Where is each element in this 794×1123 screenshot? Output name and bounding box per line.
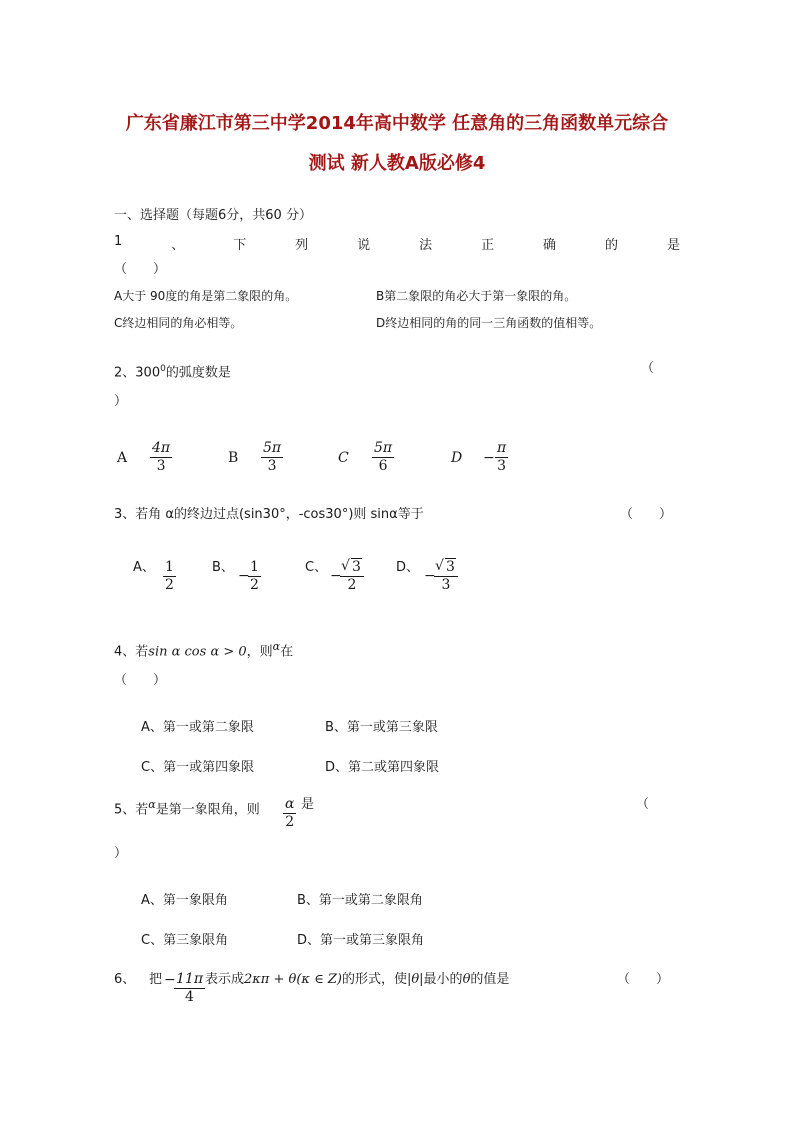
q2-option-a-num: 4π <box>152 440 171 456</box>
q2-paren-open: （ <box>641 361 655 376</box>
q1-option-d: D终边相同的角的同一三角函数的值相等。 <box>376 316 602 330</box>
q3-option-a-fraction <box>163 559 176 594</box>
q2-label-c: C <box>338 450 349 466</box>
q1-stem <box>114 234 680 253</box>
q3-label-d: D、 <box>396 560 420 575</box>
q6-theta: θ <box>462 972 471 987</box>
q1-option-c: C终边相同的角必相等。 <box>114 316 243 330</box>
q3-option-d-num-wrap <box>434 559 458 576</box>
q2-label-d: D <box>451 450 463 466</box>
q5-stem-post: 是 <box>301 797 315 812</box>
q5-option-a: A、第一象限角 <box>141 893 228 908</box>
q1-answer-paren: （ ） <box>114 262 167 277</box>
q2-stem-pre: 2、300 <box>114 365 161 381</box>
q5-option-d: D、第一或第三象限角 <box>297 933 425 948</box>
q3-option-b-den: 2 <box>250 577 259 593</box>
q5-alpha: α <box>148 798 156 811</box>
q6-number: 6、 <box>114 972 136 987</box>
q1-stem-char: 1 <box>114 234 123 249</box>
q6-frac-num: 11π <box>176 971 204 987</box>
q3-answer-paren: （ ） <box>620 507 673 522</box>
q1-stem-char: 法 <box>419 238 433 253</box>
q4-option-a: A、第一或第二象限 <box>141 720 254 735</box>
q4-option-b: B、第一或第三象限 <box>325 720 438 735</box>
q1-stem-char: 说 <box>357 238 371 253</box>
sqrt-symbol <box>436 559 456 576</box>
q5-option-c: C、第三象限角 <box>141 933 229 948</box>
q5-paren-open: （ <box>636 797 650 812</box>
q4-option-c: C、第一或第四象限 <box>141 760 255 775</box>
q3-label-b: B、 <box>212 560 234 575</box>
q5-frac-den: 2 <box>285 814 295 830</box>
q6-mid3: 最小的 <box>423 972 463 987</box>
q1-option-b: B第二象限的角必大于第一象限的角。 <box>376 289 577 303</box>
q1-stem-char: 的 <box>605 238 619 253</box>
document-title-line2: 测试 新人教A版必修4 <box>308 153 486 174</box>
q2-option-b-num: 5π <box>263 440 282 456</box>
q3-option-d-sign: − <box>424 568 436 584</box>
q4-stem-pre: 4、若 <box>114 644 149 660</box>
q6-post: 的值是 <box>470 972 510 987</box>
q2-paren-close: ） <box>114 394 128 409</box>
q3-option-a-den: 2 <box>165 577 174 593</box>
q6-expression: 2κπ + θ(κ ∈ Z) <box>244 972 342 987</box>
q6-frac-den: 4 <box>185 989 194 1005</box>
q3-stem: 3、若角 α的终边过点(sin30°，-cos30°)则 sinα等于 <box>114 507 424 522</box>
q3-option-c-radicand: 3 <box>352 559 361 575</box>
q5-paren-close: ） <box>114 846 128 861</box>
document-title-line1: 广东省廉江市第三中学2014年高中数学 任意角的三角函数单元综合 <box>125 113 669 134</box>
q3-option-c-sign: − <box>330 568 342 584</box>
q2-option-c-num: 5π <box>374 440 393 456</box>
q3-label-c: C、 <box>305 560 328 575</box>
q5-stem-mid: 是第一象限角，则 <box>155 802 260 818</box>
q2-option-d-den: 3 <box>497 458 507 474</box>
q2-label-a: A <box>117 450 128 466</box>
q2-option-b-fraction <box>261 440 283 475</box>
q1-stem-char: 列 <box>295 238 309 253</box>
q4-stem <box>114 638 293 661</box>
q6-fraction <box>174 971 205 1006</box>
q5-stem-pre: 5、若 <box>114 802 149 818</box>
q6-mid1: 表示成 <box>205 972 245 987</box>
q2-option-d-fraction <box>495 440 508 475</box>
q3-option-b-fraction <box>248 559 261 594</box>
section-heading: 一、选择题（每题6分，共60 分） <box>114 208 312 223</box>
q2-option-d-num: π <box>497 440 507 456</box>
q2-option-a-den: 3 <box>156 458 166 474</box>
q5-frac-num: α <box>285 796 295 812</box>
q6-stem-rest <box>205 971 509 989</box>
q5-half-alpha-fraction <box>283 796 296 831</box>
q2-option-a-fraction <box>150 440 172 475</box>
q3-option-d-fraction <box>434 559 458 594</box>
q4-stem-mid: ，则 <box>246 644 273 660</box>
q4-answer-paren: （ ） <box>114 673 167 688</box>
q3-option-b-num: 1 <box>250 559 259 575</box>
q3-option-d-radicand: 3 <box>446 559 455 575</box>
q3-label-a: A、 <box>133 560 155 575</box>
q1-option-a: A大于 90度的角是第二象限的角。 <box>114 289 298 303</box>
q6-pre: 把 <box>149 972 163 987</box>
q5-option-b: B、第一或第二象限角 <box>297 893 423 908</box>
q1-stem-char: 下 <box>233 238 247 253</box>
q2-stem <box>114 360 231 382</box>
q4-inequality: sin α cos α > 0 <box>148 644 247 660</box>
q3-option-c-fraction <box>340 559 364 594</box>
q2-option-b-den: 3 <box>267 458 277 474</box>
q1-stem-char: 正 <box>481 238 495 253</box>
q6-answer-paren: （ ） <box>617 972 670 987</box>
q4-alpha: α <box>272 640 281 653</box>
q3-option-c-den: 2 <box>347 577 357 593</box>
q3-option-b-sign: − <box>238 568 250 584</box>
q1-stem-char: 确 <box>543 238 557 253</box>
q6-abs-theta: |θ| <box>406 972 424 987</box>
q6-mid2: 的形式，使 <box>341 972 407 987</box>
q2-degree-sup: 0 <box>160 364 166 374</box>
q2-option-c-fraction <box>372 440 394 475</box>
q2-label-b: B <box>228 450 239 466</box>
q3-option-c-num-wrap <box>340 559 364 576</box>
q2-stem-post: 的弧度数是 <box>165 365 231 381</box>
q4-stem-post: 在 <box>280 644 294 660</box>
q6-frac-sign: − <box>164 972 176 988</box>
q4-option-d: D、第二或第四象限 <box>325 760 440 775</box>
sqrt-symbol <box>342 559 362 576</box>
q1-stem-char: 、 <box>171 238 185 253</box>
q2-option-d-sign: − <box>483 450 495 466</box>
q3-option-a-num: 1 <box>165 559 174 575</box>
q1-stem-char: 是 <box>666 238 680 253</box>
q5-stem-start <box>114 796 260 819</box>
q3-option-d-den: 3 <box>441 577 451 593</box>
q2-option-c-den: 6 <box>378 458 388 474</box>
